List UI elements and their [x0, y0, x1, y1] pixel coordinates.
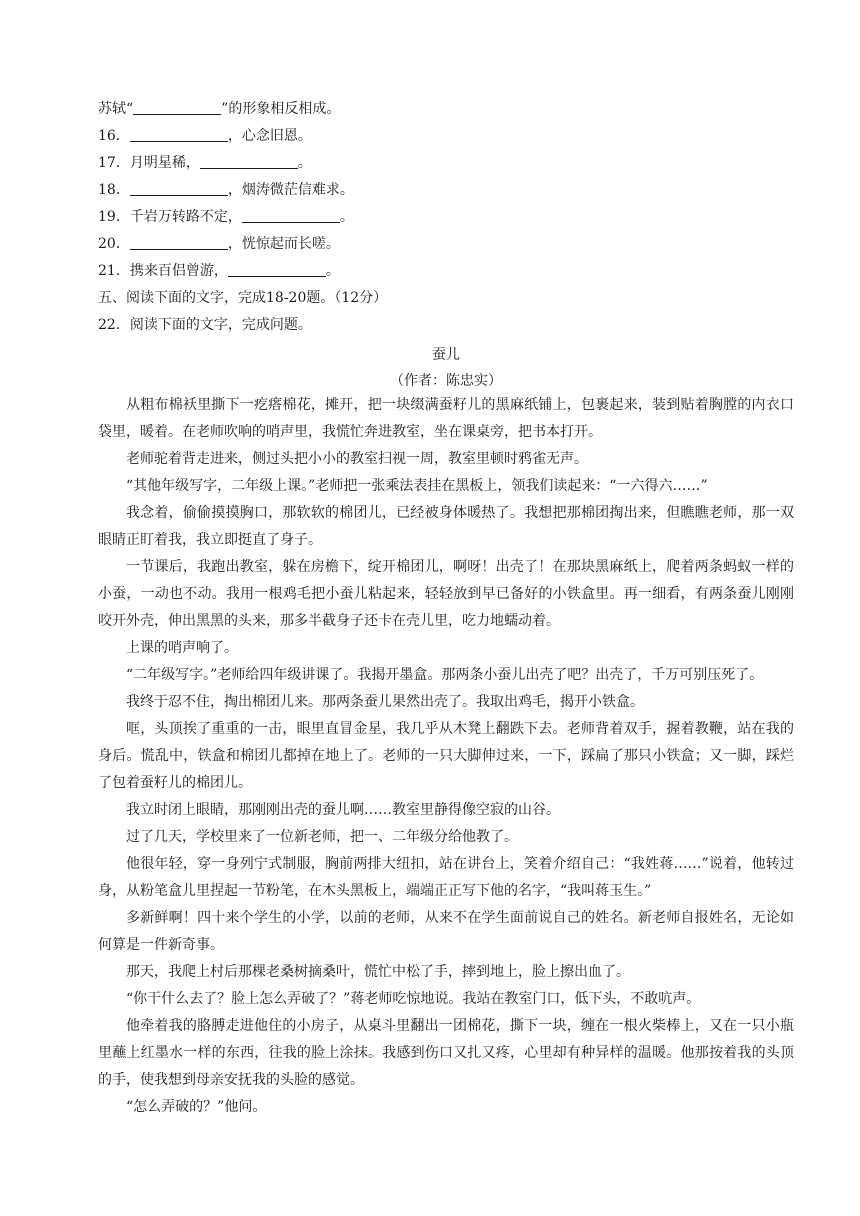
question-16: 16． ，心念旧恩。 — [98, 128, 312, 144]
article-title: 蚕儿 — [432, 347, 460, 363]
question-15-tail: 苏轼“ ”的形象相反相成。 — [98, 101, 341, 117]
question-21: 21．携来百侣曾游， 。 — [98, 263, 340, 279]
answer-blank — [242, 208, 340, 223]
article-paragraph: “怎么弄破的？”他问。 — [126, 1099, 267, 1115]
answer-blank — [133, 100, 221, 115]
question-19: 19．千岩万转路不定， 。 — [98, 209, 354, 225]
article-paragraph: 他很年轻，穿一身列宁式制服，胸前两排大纽扣，站在讲台上，笑着介绍自己：“我姓蒋……”说着，他转过身，从粉笔盒儿里捏起一节粉笔，在木头黑板上，端端正正写下他的名字，“我叫蒋玉生。” — [98, 856, 794, 899]
article-author: （作者：陈忠实） — [390, 373, 502, 389]
article-paragraph: 从粗布棉袄里撕下一疙瘩棉花，摊开，把一块缀满蚕籽儿的黑麻纸铺上，包裹起来，装到贴着胸膛的内衣口袋里，暖着。在老师吹响的哨声里，我慌忙奔进教室，坐在课桌旁，把书本打开。 — [98, 397, 794, 440]
article-paragraph: 一节课后，我跑出教室，躲在房檐下，绽开棉团儿，啊呀！出壳了！在那块黑麻纸上，爬着两条蚂蚁一样的小蚕，一动也不动。我用一根鸡毛把小蚕儿粘起来，轻轻放到早已备好的小铁盒里。再一细看，有两条蚕儿刚刚咬开外壳，伸出黑黑的头来，那多半截身子还卡在壳儿里，吃力地蠕动着。 — [98, 559, 794, 629]
article-paragraph: 过了几天，学校里来了一位新老师，把一、二年级分给他教了。 — [126, 829, 518, 845]
question-20: 20． ，恍惊起而长嗟。 — [98, 236, 340, 252]
answer-blank — [228, 262, 326, 277]
article-paragraph: 我立时闭上眼睛，那刚刚出壳的蚕儿啊……教室里静得像空寂的山谷。 — [126, 802, 560, 818]
answer-blank — [200, 154, 298, 169]
section-5-heading: 五、阅读下面的文字，完成18-20题。（12分） — [98, 290, 388, 306]
article-paragraph: 上课的哨声响了。 — [126, 640, 238, 656]
article-paragraph: “其他年级写字，二年级上课。”老师把一张乘法表挂在黑板上，领我们读起来：“一六得六……” — [126, 478, 708, 494]
article-paragraph: 多新鲜啊！四十来个学生的小学，以前的老师，从来不在学生面前说自己的姓名。新老师自报姓名，无论如何算是一件新奇事。 — [98, 910, 794, 953]
article-paragraph: 那天，我爬上村后那棵老桑树摘桑叶，慌忙中松了手，摔到地上，脸上擦出血了。 — [126, 964, 630, 980]
article-paragraph: 哐，头顶挨了重重的一击，眼里直冒金星，我几乎从木凳上翻跌下去。老师背着双手，握着教鞭，站在我的身后。慌乱中，铁盒和棉团儿都掉在地上了。老师的一只大脚伸过来，一下，踩扁了那只小铁盒；又一脚，踩烂了包着蚕籽儿的棉团儿。 — [98, 721, 794, 791]
article-paragraph: “二年级写字。”老师给四年级讲课了。我揭开墨盒。那两条小蚕儿出壳了吧？出壳了，千万可别压死了。 — [126, 667, 764, 683]
article-paragraph: “你干什么去了？脸上怎么弄破了？”蒋老师吃惊地说。我站在教室门口，低下头，不敢吭声。 — [126, 991, 701, 1007]
article-paragraph: 老师驼着背走进来，侧过头把小小的教室扫视一周，教室里顿时鸦雀无声。 — [126, 451, 588, 467]
question-17: 17．月明星稀， 。 — [98, 155, 312, 171]
article-paragraph: 他牵着我的胳膊走进他住的小房子，从桌斗里翻出一团棉花，撕下一块，缠在一根火柴棒上，又在一只小瓶里蘸上红墨水一样的东西，往我的脸上涂抹。我感到伤口又扎又疼，心里却有种异样的温暖。他那按着我的头顶的手，使我想到母亲安抚我的头脸的感觉。 — [98, 1018, 794, 1088]
article-paragraph: 我终于忍不住，掏出棉团儿来。那两条蚕儿果然出壳了。我取出鸡毛，揭开小铁盒。 — [126, 694, 644, 710]
answer-blank — [130, 127, 228, 142]
question-22: 22．阅读下面的文字，完成问题。 — [98, 317, 312, 333]
question-18: 18． ，烟涛微茫信难求。 — [98, 182, 354, 198]
article-paragraph: 我念着，偷偷摸摸胸口，那软软的棉团儿，已经被身体暖热了。我想把那棉团掏出来，但瞧瞧老师，那一双眼睛正盯着我，我立即挺直了身子。 — [98, 505, 794, 548]
answer-blank — [130, 235, 228, 250]
answer-blank — [130, 181, 228, 196]
